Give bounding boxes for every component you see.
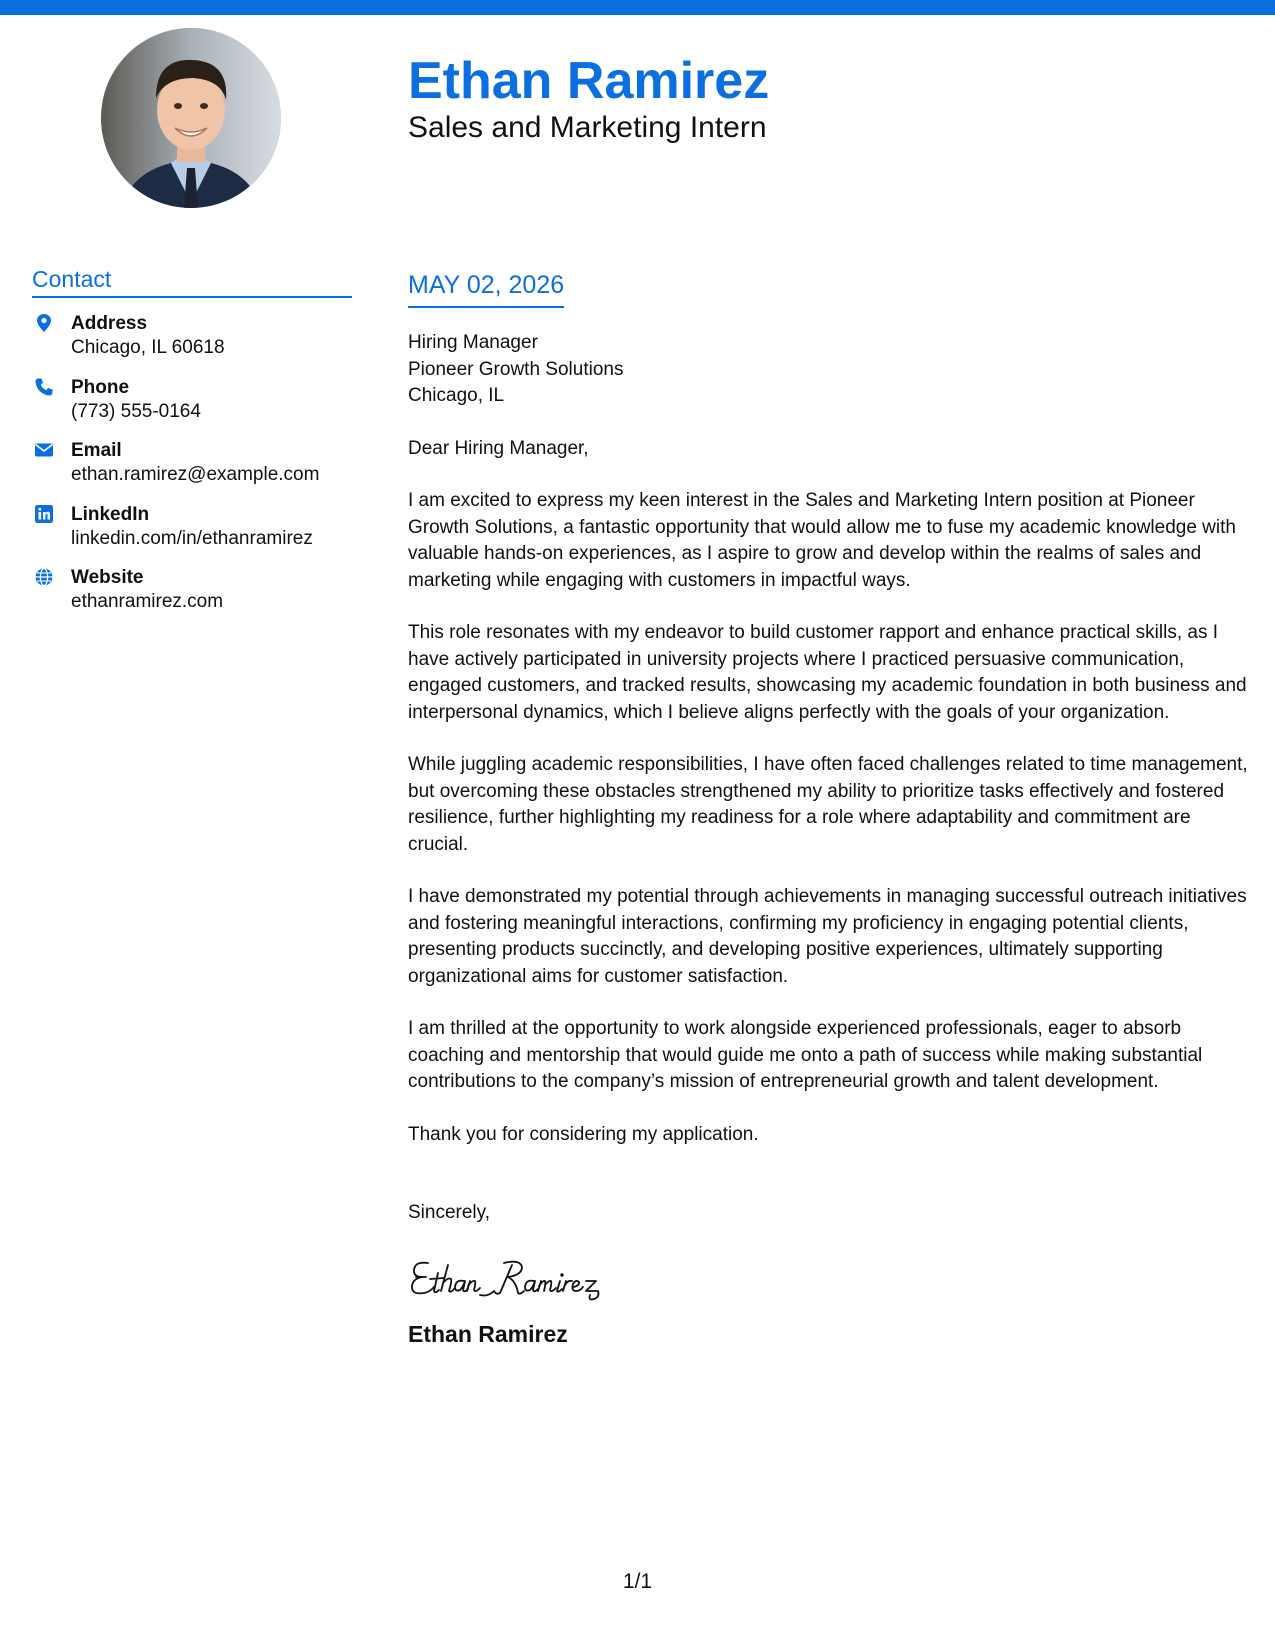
applicant-name: Ethan Ramirez bbox=[408, 52, 770, 110]
signed-name: Ethan Ramirez bbox=[408, 1320, 568, 1347]
contact-value-phone: (773) 555-0164 bbox=[71, 400, 201, 422]
contact-value-linkedin: linkedin.com/in/ethanramirez bbox=[71, 527, 313, 549]
recipient-block bbox=[408, 330, 1248, 410]
handwritten-signature bbox=[408, 1251, 638, 1301]
applicant-role: Sales and Marketing Intern bbox=[408, 111, 767, 144]
contact-label-website: Website bbox=[71, 567, 144, 588]
greeting: Dear Hiring Manager, bbox=[408, 437, 589, 459]
contact-sidebar bbox=[32, 264, 352, 630]
recipient-company: Pioneer Growth Solutions bbox=[408, 358, 624, 380]
contact-heading: Contact bbox=[32, 264, 352, 298]
paragraph-1: I am excited to express my keen interest in the Sales and Marketing Intern position at Pioneer Growth Solutions, a fantastic opportunity that would allow me to fuse my academic knowledge with valuable hands-on experiences, as I aspire to grow and develop within the realms of sales and marketing while engaging with customers in impactful ways. bbox=[408, 490, 1236, 591]
contact-value-website: ethanramirez.com bbox=[71, 591, 224, 612]
paragraph-closing-thanks: Thank you for considering my application. bbox=[408, 1123, 759, 1145]
map-pin-icon bbox=[34, 313, 54, 333]
closing: Sincerely, bbox=[408, 1202, 491, 1223]
contact-label-phone: Phone bbox=[71, 376, 130, 398]
linkedin-icon bbox=[34, 504, 54, 524]
top-accent-bar bbox=[0, 0, 1275, 15]
contact-item-email bbox=[32, 439, 352, 503]
contact-item-phone bbox=[32, 376, 352, 440]
profile-photo bbox=[101, 28, 281, 208]
paragraph-2: This role resonates with my endeavor to build customer rapport and enhance practical skills, as I have actively participated in university projects where I practiced persuasive communication, engaged customers, and tracked results, showcasing my academic foundation in both business and interpersonal dynamics, which I believe aligns perfectly with the goals of your organization. bbox=[408, 622, 1247, 723]
contact-value-address: Chicago, IL 60618 bbox=[71, 337, 225, 358]
contact-list bbox=[32, 312, 352, 630]
page-number: 1/1 bbox=[622, 1570, 653, 1593]
contact-label-linkedin: LinkedIn bbox=[71, 503, 150, 525]
letter-date: MAY 02, 2026 bbox=[408, 268, 564, 308]
contact-label-address: Address bbox=[71, 313, 148, 334]
paragraph-4: I have demonstrated my potential through achievements in managing successful outreach initiatives and fostering meaningful interactions, confirming my proficiency in engaging potential clients, presenting products succinctly, and developing positive experiences, ultimately supporting organizational aims for customer satisfaction. bbox=[408, 886, 1247, 987]
recipient-title: Hiring Manager bbox=[408, 332, 538, 353]
contact-item-linkedin bbox=[32, 503, 352, 567]
contact-label-email: Email bbox=[71, 440, 122, 461]
phone-icon bbox=[34, 377, 54, 397]
contact-item-website bbox=[32, 566, 352, 630]
contact-value-email: ethan.ramirez@example.com bbox=[71, 464, 320, 485]
paragraph-5: I am thrilled at the opportunity to work alongside experienced professionals, eager to absorb coaching and mentorship that would guide me onto a path of success while making substantial contributions to the company’s mission of entrepreneurial growth and talent development. bbox=[408, 1018, 1203, 1092]
letter-body bbox=[408, 268, 1248, 1349]
envelope-icon bbox=[34, 440, 54, 460]
recipient-location: Chicago, IL bbox=[408, 385, 505, 406]
globe-icon bbox=[34, 567, 54, 587]
contact-item-address bbox=[32, 312, 352, 376]
paragraph-3: While juggling academic responsibilities, I have often faced challenges related to time management, but overcoming these obstacles strengthened my ability to prioritize tasks effectively and fostered resilience, further highlighting my readiness for a role where adaptability and commitment are crucial. bbox=[408, 754, 1248, 855]
